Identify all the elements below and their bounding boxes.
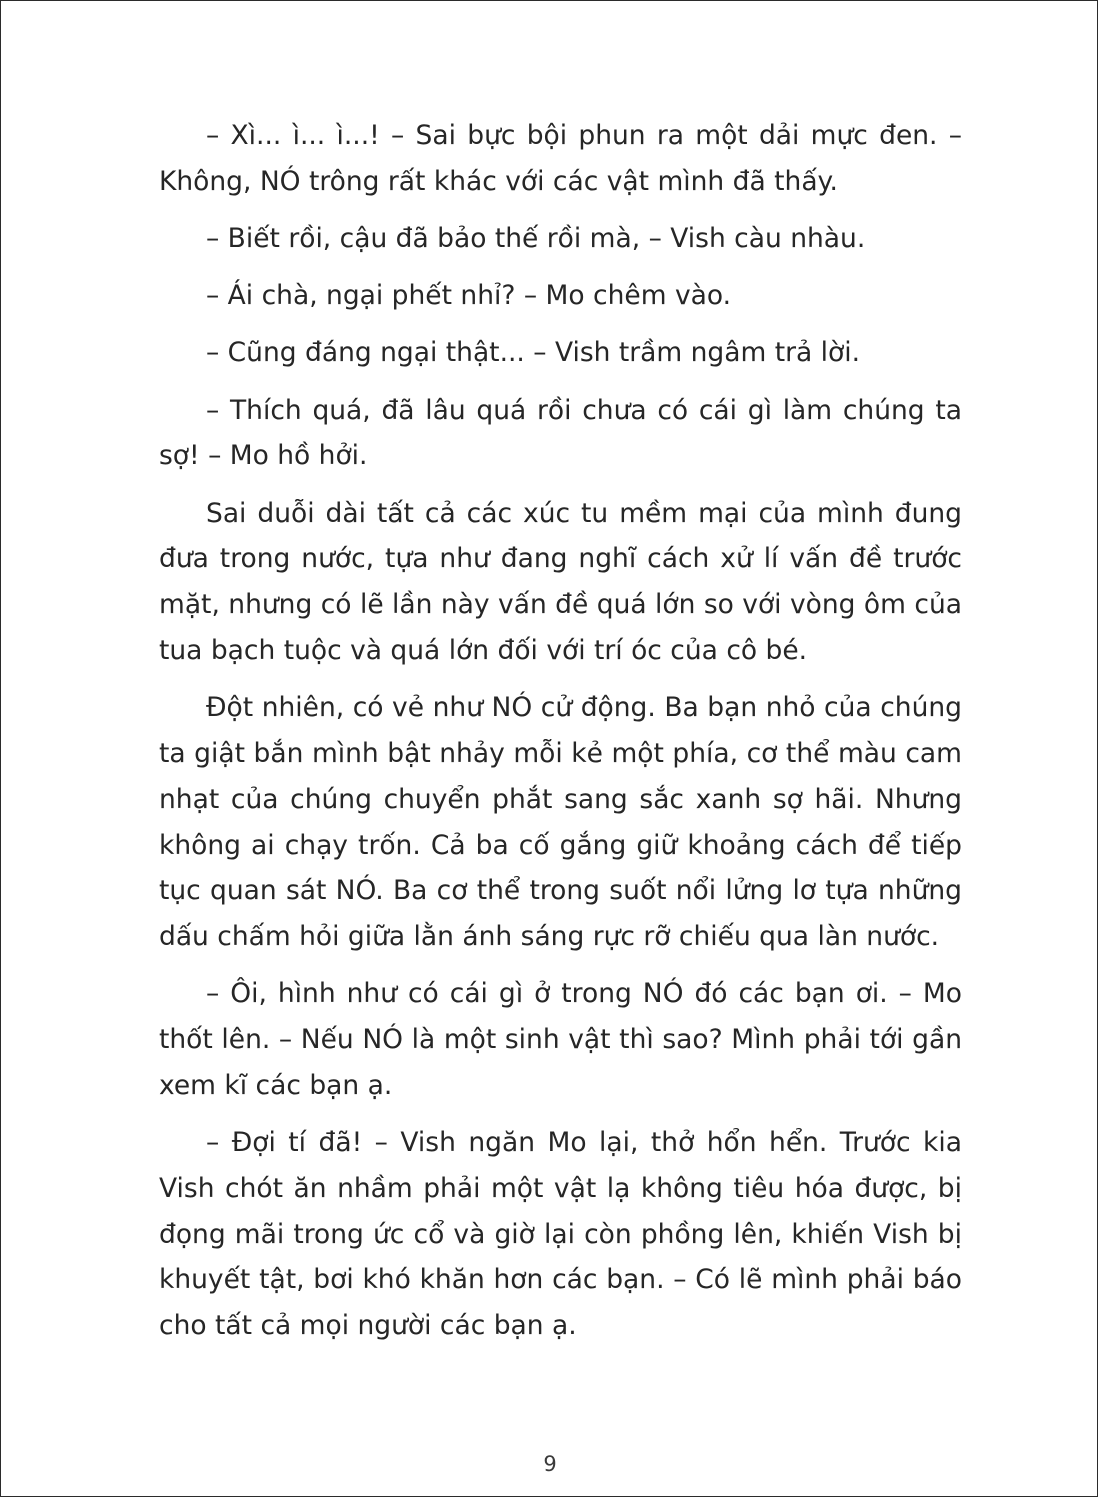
paragraph-6: Sai duỗi dài tất cả các xúc tu mềm mại của mình đung đưa trong nước, tựa như đang nghĩ cách xử lí vấn đề trước mặt, nhưng có lẽ lần này vấn đề quá lớn so với vòng ôm của tua bạch tuộc và quá lớn đối với trí óc của cô bé.: [159, 497, 962, 666]
body-text: [159, 113, 962, 1360]
paragraph-3: – Ái chà, ngại phết nhỉ? – Mo chêm vào.: [206, 280, 732, 312]
paragraph-9: – Đợi tí đã! – Vish ngăn Mo lại, thở hổn hển. Trước kia Vish chót ăn nhầm phải một vật lạ không tiêu hóa được, bị đọng mãi trong ức cổ và giờ lại còn phồng lên, khiến Vish bị khuyết tật, bơi khó khăn hơn các bạn. – Có lẽ mình phải báo cho tất cả mọi người các bạn ạ.: [159, 1127, 962, 1342]
paragraph-1: – Xì... ì... ì...! – Sai bực bội phun ra một dải mực đen. – Không, NÓ trông rất khác với các vật mình đã thấy.: [159, 120, 962, 197]
paragraph-4: – Cũng đáng ngại thật... – Vish trầm ngâm trả lời.: [206, 337, 861, 369]
page-number: 9: [543, 1452, 557, 1476]
paragraph-8: – Ôi, hình như có cái gì ở trong NÓ đó các bạn ơi. – Mo thốt lên. – Nếu NÓ là một sinh vật thì sao? Mình phải tới gần xem kĩ các bạn ạ.: [159, 978, 962, 1101]
paragraph-7: Đột nhiên, có vẻ như NÓ cử động. Ba bạn nhỏ của chúng ta giật bắn mình bật nhảy mỗi kẻ một phía, cơ thể màu cam nhạt của chúng chuyển phắt sang sắc xanh sợ hãi. Nhưng không ai chạy trốn. Cả ba cố gắng giữ khoảng cách để tiếp tục quan sát NÓ. Ba cơ thể trong suốt nổi lửng lơ tựa những dấu chấm hỏi giữa lằn ánh sáng rực rỡ chiếu qua làn nước.: [159, 692, 962, 953]
paragraph-2: – Biết rồi, cậu đã bảo thế rồi mà, – Vish càu nhàu.: [206, 222, 866, 254]
paragraph-5: – Thích quá, đã lâu quá rồi chưa có cái gì làm chúng ta sợ! – Mo hồ hởi.: [159, 394, 962, 472]
